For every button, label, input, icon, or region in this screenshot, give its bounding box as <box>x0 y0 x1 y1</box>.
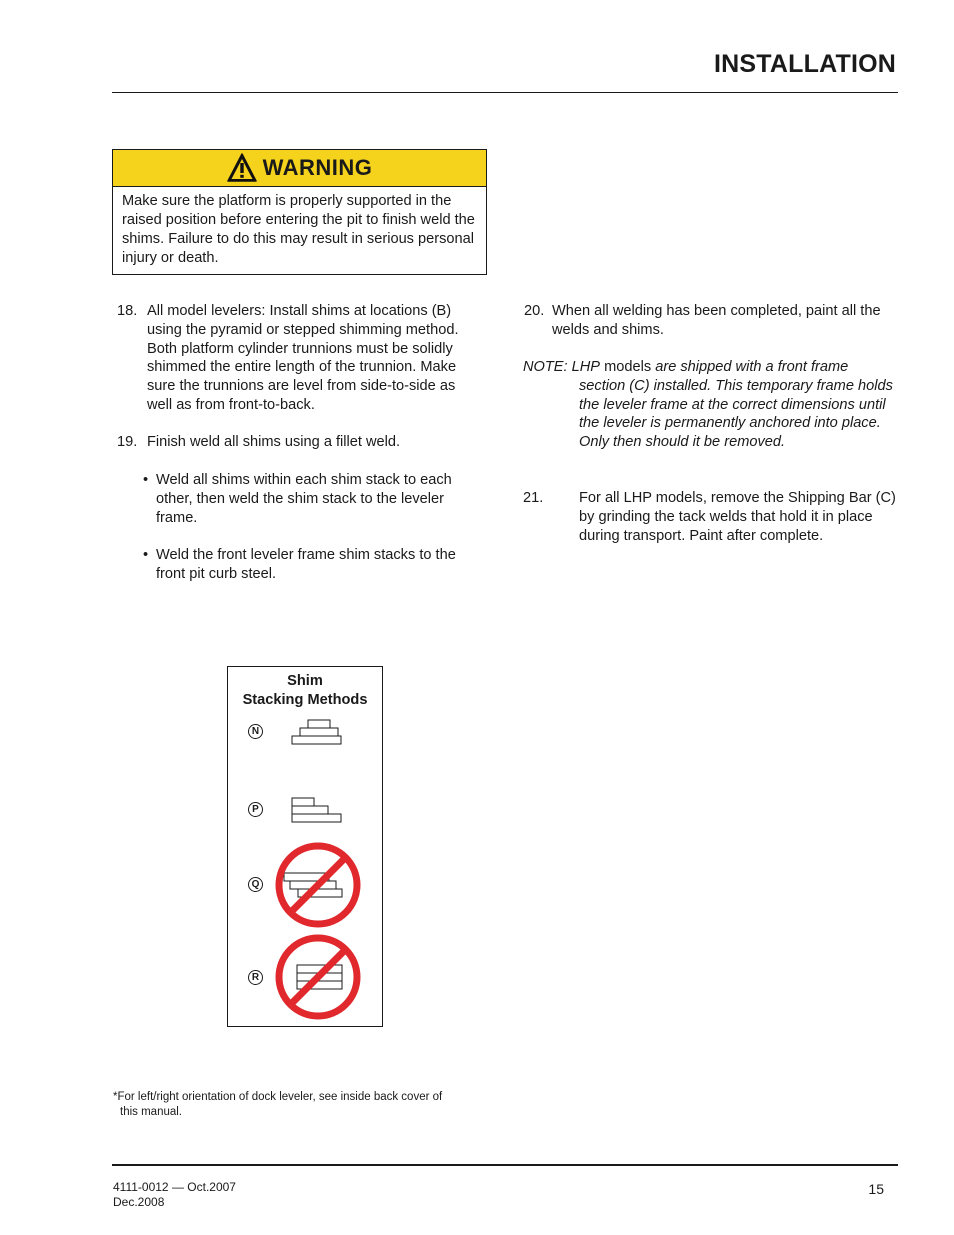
bullet-item <box>143 471 483 527</box>
revision-date: Dec.2008 <box>113 1195 165 1209</box>
figure-title-line2: Stacking Methods <box>242 692 368 708</box>
bullet-dot: • <box>143 547 149 563</box>
step-number: 20. <box>524 303 545 319</box>
label-q: Q <box>248 877 263 892</box>
warning-triangle-icon <box>227 153 257 183</box>
step-text: Finish weld all shims using a fillet weld. <box>147 434 401 450</box>
stepped-shim-stack-icon <box>288 795 348 827</box>
note-models: models <box>604 359 652 375</box>
label-r: R <box>248 970 263 985</box>
shim-stacking-figure <box>227 666 383 1027</box>
header-rule <box>112 92 898 93</box>
doc-number: 4111-0012 — Oct.2007 <box>113 1180 236 1194</box>
label-n: N <box>248 724 263 739</box>
warning-text: Make sure the platform is properly supported in the raised position before entering the pit to finish weld the shims. Failure to do this may result in serious personal injury or death. <box>122 193 475 266</box>
prohibited-offset-stack-icon <box>272 839 364 931</box>
note-lhp: LHP <box>571 359 601 375</box>
note-text-rest: section (C) installed. This temporary frame holds the leveler frame at the correct dimensions until the leveler is permanently anchored into place. Only then should it be removed. <box>579 377 893 451</box>
bullet-item <box>143 546 483 584</box>
warning-label: WARNING <box>262 155 373 180</box>
prohibited-flush-stack-icon <box>272 931 364 1023</box>
warning-header <box>113 150 486 187</box>
footnote-line1: For left/right orientation of dock leveler, see inside back cover of <box>117 1091 443 1103</box>
footnote-star: * <box>113 1091 118 1103</box>
step-number: 19. <box>117 434 138 450</box>
note <box>523 358 895 452</box>
step-20 <box>524 302 894 340</box>
step-18 <box>117 302 483 415</box>
step-number: 21. <box>523 490 544 506</box>
page-title: INSTALLATION <box>713 50 896 78</box>
footnote <box>113 1090 493 1120</box>
pyramid-shim-stack-icon <box>288 717 348 749</box>
figure-title-line1: Shim <box>287 673 323 689</box>
label-p: P <box>248 802 263 817</box>
step-21 <box>523 489 896 545</box>
page-number: 15 <box>868 1181 884 1197</box>
footer-rule <box>112 1164 898 1166</box>
step-text: For all LHP models, remove the Shipping Bar (C) by grinding the tack welds that hold it in place during transport. Paint after complete. <box>579 490 896 544</box>
note-label: NOTE: <box>523 359 568 375</box>
note-text-first: are shipped with a front frame <box>655 359 849 375</box>
bullet-dot: • <box>143 472 149 488</box>
warning-box <box>112 149 487 275</box>
bullet-text: Weld the front leveler frame shim stacks to the front pit curb steel. <box>156 547 456 582</box>
step-text: All model levelers: Install shims at locations (B) using the pyramid or stepped shimming method. Both platform cylinder trunnions must be solidly shimmed the entire length of the trunnion. Make sure the trunnions are level from side-to-side as well as from front-to-back. <box>147 303 459 413</box>
step-text: When all welding has been completed, paint all the welds and shims. <box>552 303 881 338</box>
bullet-text: Weld all shims within each shim stack to each other, then weld the shim stack to the leveler frame. <box>156 472 452 526</box>
step-number: 18. <box>117 303 138 319</box>
footnote-line2: this manual. <box>120 1106 183 1118</box>
figure-title <box>228 672 382 710</box>
step-19 <box>117 433 483 452</box>
